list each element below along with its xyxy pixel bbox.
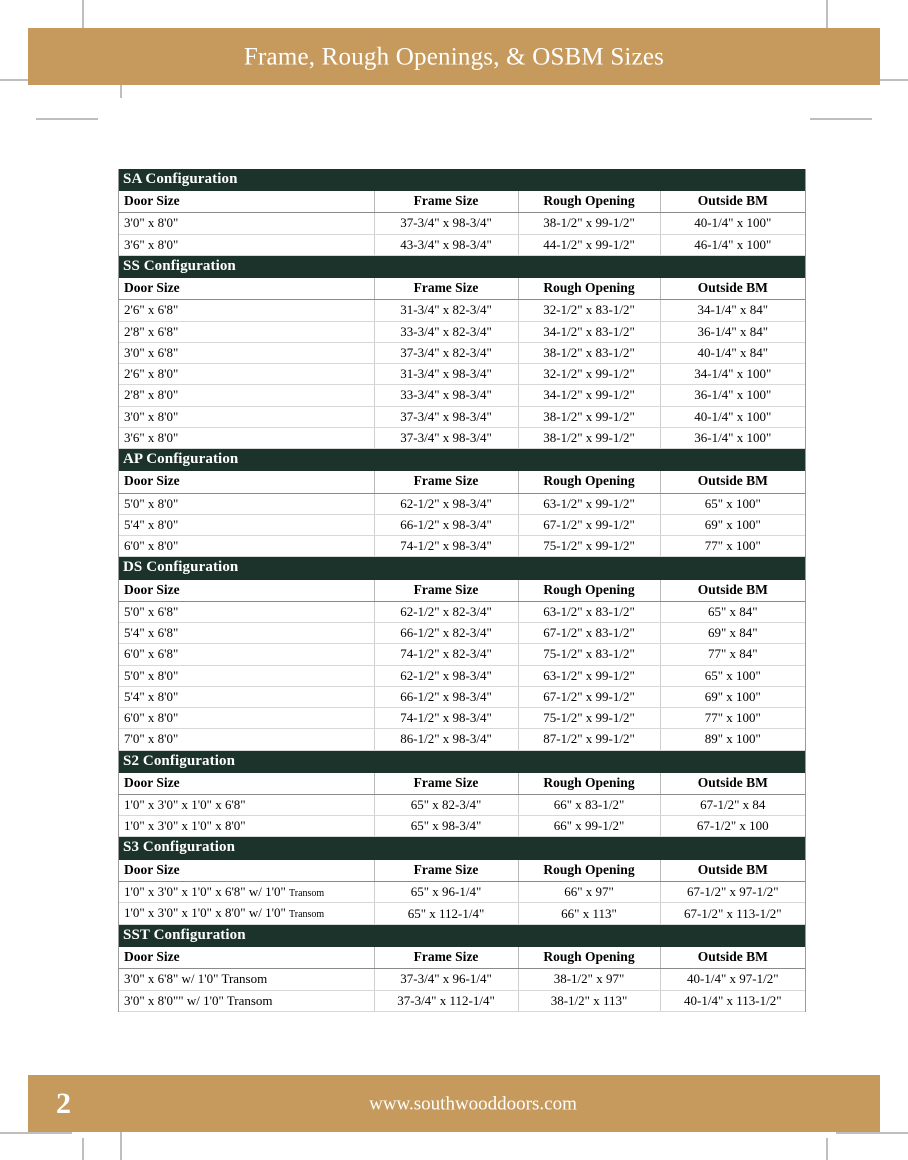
cell-rough-opening: 66" x 97": [518, 881, 660, 903]
cell-outside-bm: 77" x 100": [660, 708, 805, 729]
crop-mark-top-right-inner-horizontal: [810, 118, 872, 120]
section-header-s3-configuration: [119, 837, 805, 860]
table-row: [119, 601, 805, 622]
table-row: [119, 342, 805, 363]
section-title: SST Configuration: [119, 924, 805, 947]
cell-outside-bm: 40-1/4" x 97-1/2": [660, 969, 805, 990]
cell-outside-bm: 40-1/4" x 100": [660, 213, 805, 234]
cell-door-size: 3'6" x 8'0": [119, 234, 374, 255]
cell-rough-opening: 66" x 113": [518, 903, 660, 925]
cell-frame-size: 65" x 112-1/4": [374, 903, 518, 925]
cell-outside-bm: 67-1/2" x 97-1/2": [660, 881, 805, 903]
column-header-row: [119, 947, 805, 969]
cell-door-size: 3'6" x 8'0": [119, 427, 374, 448]
column-header-door-size: Door Size: [119, 860, 374, 882]
column-header-rough-opening: Rough Opening: [518, 471, 660, 493]
cell-door-size: 3'0" x 8'0"" w/ 1'0" Transom: [119, 990, 374, 1011]
column-header-frame-size: Frame Size: [374, 191, 518, 213]
column-header-door-size: Door Size: [119, 947, 374, 969]
table-row: [119, 881, 805, 903]
cell-door-size: 3'0" x 8'0": [119, 213, 374, 234]
cell-rough-opening: 32-1/2" x 83-1/2": [518, 300, 660, 321]
cell-frame-size: 33-3/4" x 82-3/4": [374, 321, 518, 342]
column-header-door-size: Door Size: [119, 471, 374, 493]
column-header-outside-bm: Outside BM: [660, 471, 805, 493]
column-header-frame-size: Frame Size: [374, 947, 518, 969]
cell-door-size: 3'0" x 8'0": [119, 406, 374, 427]
cell-door-size: 1'0" x 3'0" x 1'0" x 8'0": [119, 816, 374, 837]
table-row: [119, 708, 805, 729]
table-row: [119, 493, 805, 514]
table-row: [119, 213, 805, 234]
cell-outside-bm: 40-1/4" x 113-1/2": [660, 990, 805, 1011]
cell-frame-size: 37-3/4" x 96-1/4": [374, 969, 518, 990]
cell-outside-bm: 67-1/2" x 84: [660, 794, 805, 815]
table-row: [119, 385, 805, 406]
cell-frame-size: 66-1/2" x 98-3/4": [374, 686, 518, 707]
cell-door-size: 5'4" x 6'8": [119, 623, 374, 644]
column-header-rough-opening: Rough Opening: [518, 191, 660, 213]
cell-frame-size: 31-3/4" x 98-3/4": [374, 364, 518, 385]
cell-rough-opening: 66" x 99-1/2": [518, 816, 660, 837]
cell-frame-size: 62-1/2" x 82-3/4": [374, 601, 518, 622]
cell-rough-opening: 38-1/2" x 83-1/2": [518, 342, 660, 363]
cell-rough-opening: 38-1/2" x 99-1/2": [518, 213, 660, 234]
column-header-rough-opening: Rough Opening: [518, 947, 660, 969]
cell-outside-bm: 69" x 100": [660, 686, 805, 707]
section-header-sa-configuration: [119, 169, 805, 191]
table-row: [119, 321, 805, 342]
cell-door-size: 2'8" x 6'8": [119, 321, 374, 342]
column-header-row: [119, 580, 805, 602]
cell-door-size: 1'0" x 3'0" x 1'0" x 6'8" w/ 1'0" Transom: [119, 881, 374, 903]
column-header-outside-bm: Outside BM: [660, 191, 805, 213]
column-header-rough-opening: Rough Opening: [518, 773, 660, 795]
crop-mark-bottom-right-horizontal: [836, 1132, 908, 1134]
cell-outside-bm: 77" x 84": [660, 644, 805, 665]
cell-frame-size: 33-3/4" x 98-3/4": [374, 385, 518, 406]
column-header-outside-bm: Outside BM: [660, 773, 805, 795]
cell-rough-opening: 87-1/2" x 99-1/2": [518, 729, 660, 750]
cell-rough-opening: 34-1/2" x 99-1/2": [518, 385, 660, 406]
section-title: S2 Configuration: [119, 750, 805, 773]
column-header-door-size: Door Size: [119, 773, 374, 795]
table-row: [119, 364, 805, 385]
cell-door-size: 2'6" x 8'0": [119, 364, 374, 385]
cell-frame-size: 37-3/4" x 98-3/4": [374, 427, 518, 448]
column-header-frame-size: Frame Size: [374, 580, 518, 602]
cell-outside-bm: 69" x 100": [660, 514, 805, 535]
cell-frame-size: 62-1/2" x 98-3/4": [374, 665, 518, 686]
cell-outside-bm: 65" x 100": [660, 665, 805, 686]
cell-rough-opening: 38-1/2" x 99-1/2": [518, 427, 660, 448]
column-header-frame-size: Frame Size: [374, 471, 518, 493]
cell-frame-size: 65" x 96-1/4": [374, 881, 518, 903]
column-header-row: [119, 278, 805, 300]
cell-rough-opening: 63-1/2" x 83-1/2": [518, 601, 660, 622]
table-row: [119, 990, 805, 1011]
cell-outside-bm: 40-1/4" x 84": [660, 342, 805, 363]
sizes-table: [119, 169, 805, 1012]
cell-rough-opening: 38-1/2" x 113": [518, 990, 660, 1011]
cell-frame-size: 65" x 98-3/4": [374, 816, 518, 837]
cell-outside-bm: 36-1/4" x 84": [660, 321, 805, 342]
page-header-banner: [28, 28, 880, 85]
cell-rough-opening: 67-1/2" x 99-1/2": [518, 686, 660, 707]
table-row: [119, 794, 805, 815]
table-row: [119, 234, 805, 255]
page-number: 2: [56, 1086, 71, 1120]
cell-door-size: 5'0" x 8'0": [119, 493, 374, 514]
column-header-door-size: Door Size: [119, 580, 374, 602]
column-header-frame-size: Frame Size: [374, 278, 518, 300]
transom-note: Transom: [289, 909, 325, 921]
cell-door-size: 5'4" x 8'0": [119, 514, 374, 535]
cell-frame-size: 65" x 82-3/4": [374, 794, 518, 815]
cell-outside-bm: 65" x 100": [660, 493, 805, 514]
section-header-ap-configuration: [119, 449, 805, 472]
cell-outside-bm: 40-1/4" x 100": [660, 406, 805, 427]
cell-rough-opening: 32-1/2" x 99-1/2": [518, 364, 660, 385]
cell-frame-size: 31-3/4" x 82-3/4": [374, 300, 518, 321]
cell-frame-size: 37-3/4" x 98-3/4": [374, 213, 518, 234]
cell-door-size: 6'0" x 6'8": [119, 644, 374, 665]
section-header-sst-configuration: [119, 924, 805, 947]
transom-note: Transom: [289, 887, 325, 899]
column-header-door-size: Door Size: [119, 191, 374, 213]
cell-door-size: 2'8" x 8'0": [119, 385, 374, 406]
section-title: SA Configuration: [119, 169, 805, 191]
cell-frame-size: 66-1/2" x 98-3/4": [374, 514, 518, 535]
cell-frame-size: 62-1/2" x 98-3/4": [374, 493, 518, 514]
cell-outside-bm: 89" x 100": [660, 729, 805, 750]
column-header-frame-size: Frame Size: [374, 860, 518, 882]
cell-outside-bm: 77" x 100": [660, 536, 805, 557]
cell-door-size: 6'0" x 8'0": [119, 708, 374, 729]
cell-rough-opening: 67-1/2" x 99-1/2": [518, 514, 660, 535]
cell-door-size: 5'0" x 8'0": [119, 665, 374, 686]
column-header-row: [119, 773, 805, 795]
page-title: Frame, Rough Openings, & OSBM Sizes: [243, 43, 665, 70]
table-row: [119, 665, 805, 686]
column-header-rough-opening: Rough Opening: [518, 278, 660, 300]
crop-mark-bottom-left-horizontal: [0, 1132, 72, 1134]
crop-mark-top-left-inner-horizontal: [36, 118, 98, 120]
table-row: [119, 969, 805, 990]
table-row: [119, 686, 805, 707]
sizes-table-container: [118, 169, 806, 1012]
cell-rough-opening: 75-1/2" x 99-1/2": [518, 536, 660, 557]
section-title: S3 Configuration: [119, 837, 805, 860]
section-title: SS Configuration: [119, 255, 805, 278]
section-title: DS Configuration: [119, 557, 805, 580]
column-header-row: [119, 191, 805, 213]
cell-frame-size: 74-1/2" x 82-3/4": [374, 644, 518, 665]
cell-frame-size: 37-3/4" x 98-3/4": [374, 406, 518, 427]
cell-door-size: 3'0" x 6'8": [119, 342, 374, 363]
cell-rough-opening: 38-1/2" x 99-1/2": [518, 406, 660, 427]
column-header-row: [119, 471, 805, 493]
table-row: [119, 644, 805, 665]
table-row: [119, 300, 805, 321]
section-header-ss-configuration: [119, 255, 805, 278]
column-header-outside-bm: Outside BM: [660, 580, 805, 602]
cell-outside-bm: 36-1/4" x 100": [660, 427, 805, 448]
sizes-table-body: [119, 169, 805, 1011]
table-row: [119, 536, 805, 557]
cell-outside-bm: 69" x 84": [660, 623, 805, 644]
section-header-s2-configuration: [119, 750, 805, 773]
column-header-rough-opening: Rough Opening: [518, 860, 660, 882]
cell-frame-size: 74-1/2" x 98-3/4": [374, 536, 518, 557]
cell-rough-opening: 75-1/2" x 99-1/2": [518, 708, 660, 729]
column-header-frame-size: Frame Size: [374, 773, 518, 795]
cell-outside-bm: 67-1/2" x 100: [660, 816, 805, 837]
cell-frame-size: 37-3/4" x 112-1/4": [374, 990, 518, 1011]
cell-door-size: 5'4" x 8'0": [119, 686, 374, 707]
crop-mark-bottom-right-vertical: [826, 1138, 828, 1160]
cell-door-size: 1'0" x 3'0" x 1'0" x 8'0" w/ 1'0" Transom: [119, 903, 374, 925]
cell-outside-bm: 34-1/4" x 100": [660, 364, 805, 385]
table-row: [119, 623, 805, 644]
section-header-ds-configuration: [119, 557, 805, 580]
cell-outside-bm: 46-1/4" x 100": [660, 234, 805, 255]
cell-rough-opening: 63-1/2" x 99-1/2": [518, 493, 660, 514]
column-header-outside-bm: Outside BM: [660, 278, 805, 300]
cell-frame-size: 37-3/4" x 82-3/4": [374, 342, 518, 363]
cell-door-size: 3'0" x 6'8" w/ 1'0" Transom: [119, 969, 374, 990]
crop-mark-bottom-left-vertical: [82, 1138, 84, 1160]
table-row: [119, 514, 805, 535]
column-header-door-size: Door Size: [119, 278, 374, 300]
cell-frame-size: 86-1/2" x 98-3/4": [374, 729, 518, 750]
website-url: www.southwooddoors.com: [369, 1093, 577, 1114]
cell-outside-bm: 67-1/2" x 113-1/2": [660, 903, 805, 925]
cell-rough-opening: 38-1/2" x 97": [518, 969, 660, 990]
cell-door-size: 6'0" x 8'0": [119, 536, 374, 557]
cell-frame-size: 66-1/2" x 82-3/4": [374, 623, 518, 644]
table-row: [119, 903, 805, 925]
cell-frame-size: 74-1/2" x 98-3/4": [374, 708, 518, 729]
table-row: [119, 406, 805, 427]
cell-frame-size: 43-3/4" x 98-3/4": [374, 234, 518, 255]
column-header-rough-opening: Rough Opening: [518, 580, 660, 602]
cell-door-size: 7'0" x 8'0": [119, 729, 374, 750]
page-footer-banner: [28, 1075, 880, 1132]
section-title: AP Configuration: [119, 449, 805, 472]
cell-rough-opening: 44-1/2" x 99-1/2": [518, 234, 660, 255]
cell-outside-bm: 36-1/4" x 100": [660, 385, 805, 406]
table-row: [119, 729, 805, 750]
cell-door-size: 1'0" x 3'0" x 1'0" x 6'8": [119, 794, 374, 815]
column-header-outside-bm: Outside BM: [660, 860, 805, 882]
cell-outside-bm: 65" x 84": [660, 601, 805, 622]
cell-rough-opening: 34-1/2" x 83-1/2": [518, 321, 660, 342]
cell-rough-opening: 63-1/2" x 99-1/2": [518, 665, 660, 686]
table-row: [119, 816, 805, 837]
cell-rough-opening: 75-1/2" x 83-1/2": [518, 644, 660, 665]
cell-rough-opening: 66" x 83-1/2": [518, 794, 660, 815]
cell-door-size: 2'6" x 6'8": [119, 300, 374, 321]
cell-door-size: 5'0" x 6'8": [119, 601, 374, 622]
table-row: [119, 427, 805, 448]
cell-rough-opening: 67-1/2" x 83-1/2": [518, 623, 660, 644]
column-header-row: [119, 860, 805, 882]
column-header-outside-bm: Outside BM: [660, 947, 805, 969]
cell-outside-bm: 34-1/4" x 84": [660, 300, 805, 321]
